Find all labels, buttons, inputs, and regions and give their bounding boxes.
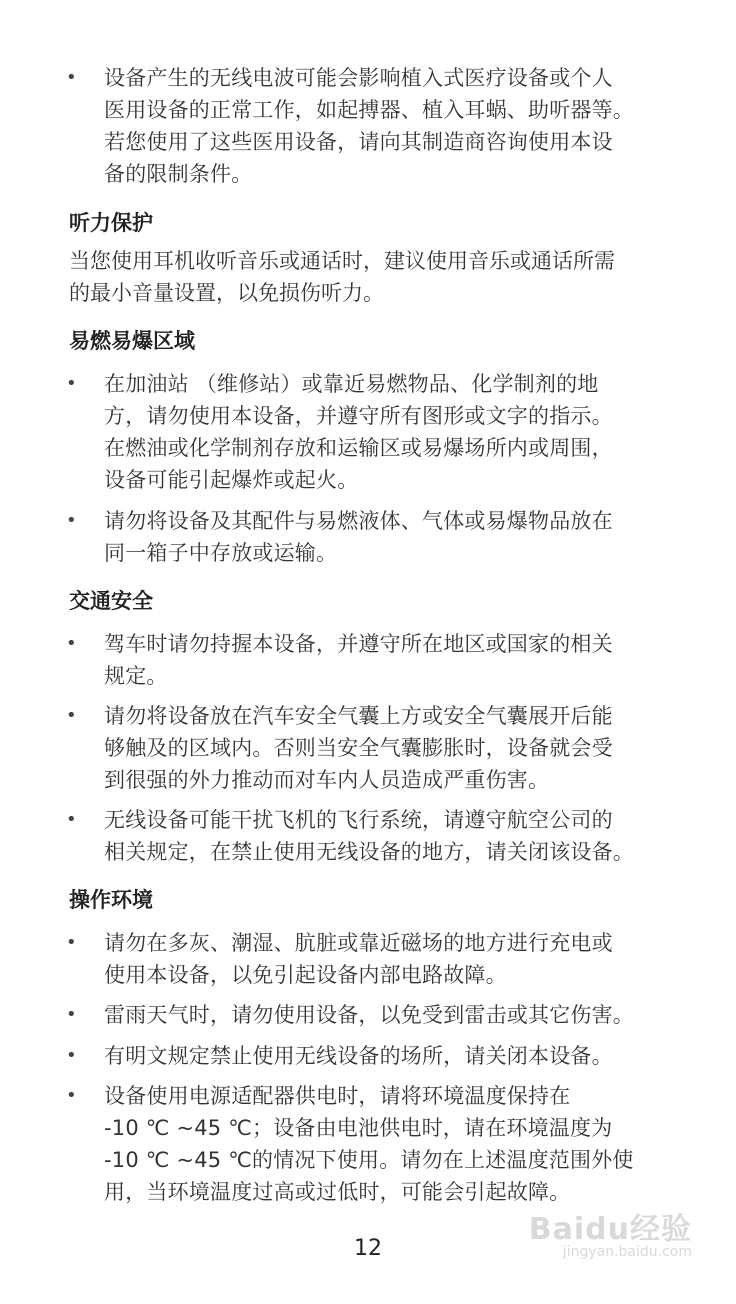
section-heading-hearing: 听力保护 xyxy=(69,211,153,235)
text-line: 设备产生的无线电波可能会影响植入式医疗设备或个人 xyxy=(104,66,613,90)
text-line: 到很强的外力推动而对车内人员造成严重伤害。 xyxy=(104,768,550,792)
bullet-text xyxy=(104,999,676,1031)
text-line: -10 ℃ ~45 ℃的情况下使用。请勿在上述温度范围外使 xyxy=(104,1148,634,1172)
bullet-icon: • xyxy=(66,705,77,726)
section-heading-environment: 操作环境 xyxy=(69,888,153,912)
text-line: 请勿将设备放在汽车安全气囊上方或安全气囊展开后能 xyxy=(104,704,613,728)
bullet-icon: • xyxy=(66,1085,77,1106)
text-line: 用，当环境温度过高或过低时，可能会引起故障。 xyxy=(104,1180,571,1204)
bullet-text xyxy=(104,62,676,190)
bullet-item-flammable-2 xyxy=(0,505,736,569)
text-line: 在燃油或化学制剂存放和运输区或易爆场所内或周围， xyxy=(104,436,613,460)
bullet-text xyxy=(104,368,676,496)
bullet-text xyxy=(104,804,676,868)
bullet-item-environment-3 xyxy=(0,1040,736,1072)
bullet-text xyxy=(104,505,676,569)
text-line: -10 ℃ ~45 ℃；设备由电池供电时，请在环境温度为 xyxy=(104,1116,613,1140)
bullet-item-traffic-3 xyxy=(0,804,736,868)
text-line: 够触及的区域内。否则当安全气囊膨胀时，设备就会受 xyxy=(104,736,613,760)
bullet-text xyxy=(104,1040,676,1072)
text-line: 设备使用电源适配器供电时，请将环境温度保持在 xyxy=(104,1084,571,1108)
text-line: 同一箱子中存放或运输。 xyxy=(104,541,338,565)
text-line: 无线设备可能干扰飞机的飞行系统，请遵守航空公司的 xyxy=(104,808,613,832)
bullet-icon: • xyxy=(66,633,77,654)
text-line: 使用本设备，以免引起设备内部电路故障。 xyxy=(104,963,507,987)
text-line: 若您使用了这些医用设备，请向其制造商咨询使用本设 xyxy=(104,130,613,154)
text-line: 请勿将设备及其配件与易燃液体、气体或易爆物品放在 xyxy=(104,509,613,533)
bullet-item-traffic-1 xyxy=(0,628,736,692)
text-line: 的最小音量设置，以免损伤听力。 xyxy=(69,281,384,305)
bullet-icon: • xyxy=(66,1045,77,1066)
bullet-item-environment-4 xyxy=(0,1080,736,1208)
text-line: 方，请勿使用本设备，并遵守所有图形或文字的指示。 xyxy=(104,404,613,428)
text-line: 设备可能引起爆炸或起火。 xyxy=(104,468,359,492)
bullet-icon: • xyxy=(66,510,77,531)
bullet-item-environment-1 xyxy=(0,927,736,991)
bullet-text xyxy=(104,927,676,991)
text-line: 驾车时请勿持握本设备，并遵守所在地区或国家的相关 xyxy=(104,632,613,656)
bullet-icon: • xyxy=(66,809,77,830)
bullet-text xyxy=(104,628,676,692)
text-line: 雷雨天气时，请勿使用设备，以免受到雷击或其它伤害。 xyxy=(104,1003,634,1027)
watermark-logo: Baidu经验 xyxy=(528,1212,692,1247)
bullet-text xyxy=(104,1080,676,1208)
text-line: 备的限制条件。 xyxy=(104,162,253,186)
text-line: 当您使用耳机收听音乐或通话时，建议使用音乐或通话所需 xyxy=(69,249,615,273)
watermark-url: jingyan.baidu.com xyxy=(562,1244,692,1260)
text-line: 医用设备的正常工作，如起搏器、植入耳蜗、助听器等。 xyxy=(104,98,634,122)
bullet-item-environment-2 xyxy=(0,999,736,1031)
page-number: 12 xyxy=(354,1236,382,1261)
text-line: 请勿在多灰、潮湿、肮脏或靠近磁场的地方进行充电或 xyxy=(104,931,613,955)
bullet-item-traffic-2 xyxy=(0,700,736,796)
bullet-text xyxy=(104,700,676,796)
bullet-item-medical xyxy=(0,62,736,190)
text-line: 在加油站 （维修站）或靠近易燃物品、化学制剂的地 xyxy=(104,372,599,396)
paragraph-hearing xyxy=(69,245,615,309)
bullet-icon: • xyxy=(66,373,77,394)
text-line: 相关规定，在禁止使用无线设备的地方，请关闭该设备。 xyxy=(104,840,634,864)
text-line: 规定。 xyxy=(104,664,168,688)
bullet-icon: • xyxy=(66,932,77,953)
section-heading-traffic: 交通安全 xyxy=(69,589,153,613)
bullet-icon: • xyxy=(66,67,77,88)
text-line: 有明文规定禁止使用无线设备的场所，请关闭本设备。 xyxy=(104,1044,613,1068)
bullet-icon: • xyxy=(66,1004,77,1025)
section-heading-flammable: 易燃易爆区域 xyxy=(69,329,195,353)
bullet-item-flammable-1 xyxy=(0,368,736,496)
